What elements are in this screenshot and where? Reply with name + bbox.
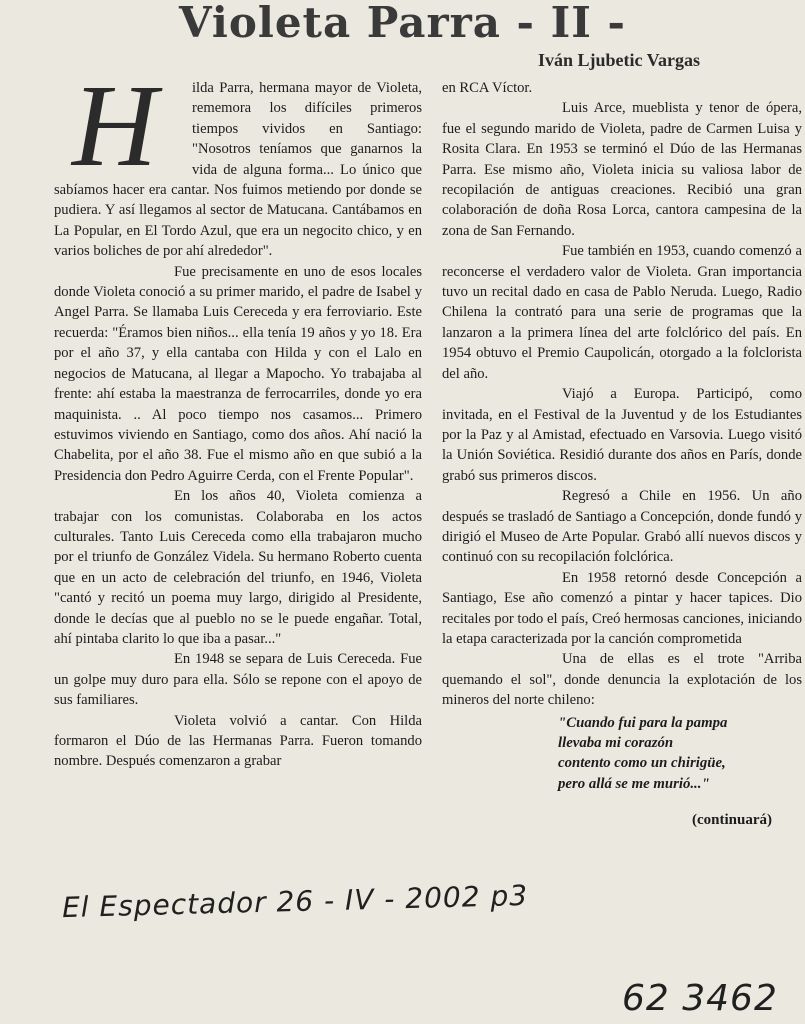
continued-label: (continuará): [692, 812, 772, 829]
paragraph: En 1958 retornó desde Concepción a Santiago, Ese año comenzó a pintar y hacer tapices. Dio recitales por todo el país, Creó hermosas canciones, iniciando la etapa caracterizada por la canción comprometida: [442, 569, 802, 647]
paragraph: En los años 40, Violeta comienza a trabajar con los comunistas. Colaboraba en los actos culturales. Tanto Luis Cereceda como ella trabajaron mucho por el triunfo de González Videla. Su hermano Roberto cuenta que en un acto de celebración del triunfo, en 1946, Violeta "cantó y recitó un poema muy largo, dirigido al Presidente, donde le decías que al pueblo no se le puede engañar. Total, ahí pintaba clarito lo que iba a pasar...": [54, 488, 422, 647]
paragraph: Regresó a Chile en 1956. Un año después se trasladó de Santiago a Concepción, donde fundó y dirigió el Museo de Arte Popular. Grabó allí nuevos discos y continuó con su recopilación folclórica.: [442, 488, 802, 566]
paragraph: Una de ellas es el trote "Arriba quemando el sol", donde denuncia la explotación de los mineros del norte chileno:: [442, 651, 802, 709]
author-byline: Iván Ljubetic Vargas: [538, 50, 701, 70]
paragraph: Fue precisamente en uno de esos locales donde Violeta conoció a su primer marido, el padre de Isabel y Angel Parra. Se llamaba Luis Cereceda y era ferroviario. Este recuerda: "Éramos bien niños... ella tenía 19 años y yo 18. Era por el año 37, y ella cantaba con Hilda y con el Lalo en negocios de Matucana, al llegar a Mapocho. Yo trabajaba al frente: ahí estaba la maestranza de ferrocarriles, donde yo era maquinista. .. Al poco tiempo nos casamos... Primero estuvimos viviendo en Santiago, como dos años. Ahí nació la Chabelita, por el año 38. Fue el mismo año en que subió a la Presidencia don Pedro Aguirre Cerda, con el Frente Popular".: [54, 263, 422, 484]
poem-quote: [558, 713, 802, 795]
right-column: [442, 78, 802, 831]
article-title: Violeta Parra - II -: [179, 0, 626, 47]
paragraph: en RCA Víctor.: [442, 80, 533, 96]
left-column: [54, 60, 422, 772]
paragraph: Luis Arce, mueblista y tenor de ópera, fue el segundo marido de Violeta, padre de Carmen Luisa y Rosita Clara. En 1953 se terminó el Dúo de las Hermanas Parra. Ese mismo año, Violeta inicia su valiosa labor de recopilación de antiguas creaciones. Recibió una gran colaboración de doña Rosa Lorca, cantora campesina de la zona de San Fernando.: [442, 100, 802, 239]
handwritten-archive-number: 62 3462: [622, 978, 778, 1019]
paragraph: Fue también en 1953, cuando comenzó a reconcerse el verdadero valor de Violeta. Gran importancia tuvo un recital dado en casa de Pablo Neruda. Luego, Radio Chilena la contrató para una serie de programas que la lanzaron a la primera línea del arte folclórico del país. En 1954 obtuvo el Premio Caupolicán, otorgado a la folclorista del año.: [442, 243, 802, 382]
paragraph: En 1948 se separa de Luis Cereceda. Fue un golpe muy duro para ella. Sólo se repone con el apoyo de sus familiares.: [54, 651, 422, 709]
handwritten-source-note: El Espectador 26 - IV - 2002 p3: [61, 878, 529, 925]
poem-line: pero allá se me murió...": [558, 775, 710, 792]
paragraph: H ilda Parra, hermana mayor de Violeta, rememora los difíciles primeros tiempos vividos en Santiago: "Nosotros teníamos que ganarnos la vida de alguna forma... Lo único que sabíamos hacer era cantar. Nos fuimos metiendo por donde se pudiera. Y así llegamos al sector de Matucana. Cantábamos en La Popular, en El Tordo Azul, que era un negocito chico, y en varios boliches de por ahí alrededor".: [54, 60, 422, 260]
drop-cap: H: [72, 60, 158, 191]
paragraph: Violeta volvió a cantar. Con Hilda formaron el Dúo de las Hermanas Parra. Fueron tomando nombre. Después comenzaron a grabar: [54, 712, 422, 770]
poem-line: "Cuando fui para la pampa: [558, 714, 728, 731]
poem-line: llevaba mi corazón: [558, 735, 674, 751]
paragraph: Viajó a Europa. Participó, como invitada, en el Festival de la Juventud y de los Estudiantes por la Paz y al Amistad, efectuado en Varsovia. Luego visitó la Unión Soviética. Residió durante dos años en París, donde grabó sus primeros discos.: [442, 386, 802, 484]
poem-line: contento como un chirigüe,: [558, 755, 726, 772]
